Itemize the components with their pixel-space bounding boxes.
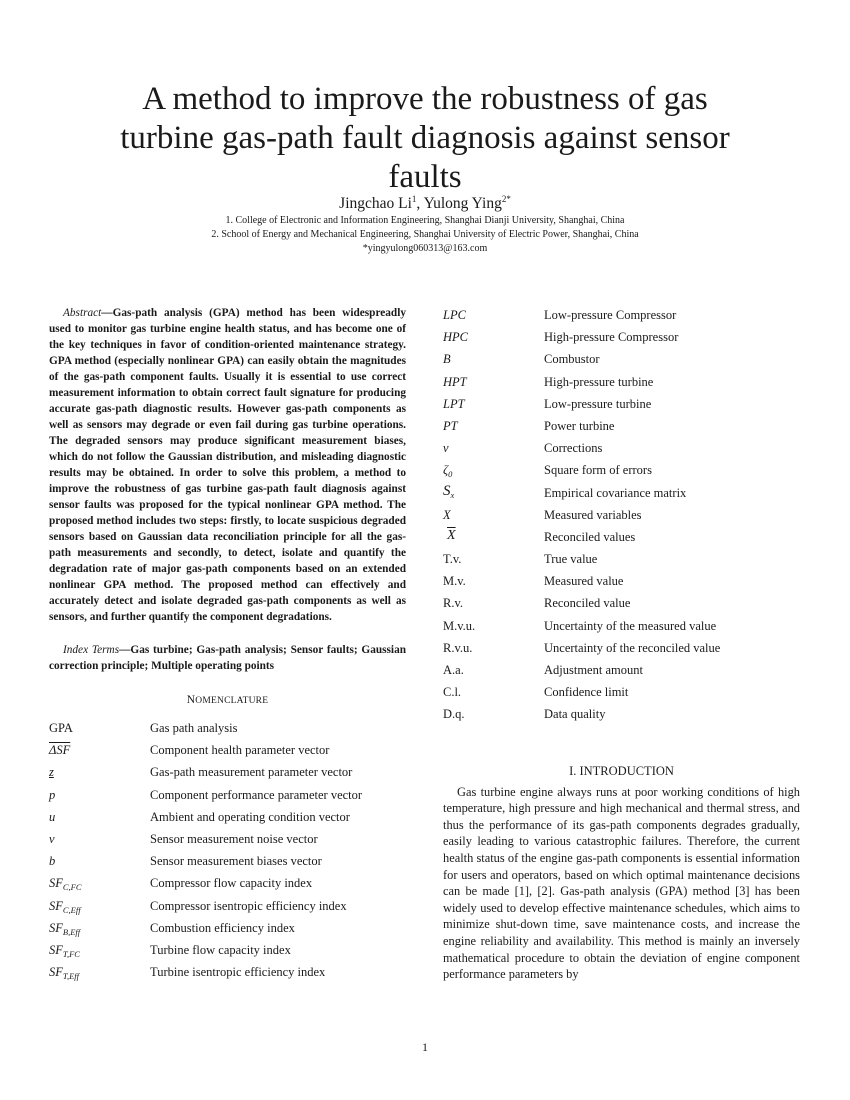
author-1-affil-mark: 1 xyxy=(411,194,417,204)
nomenclature-row xyxy=(443,372,800,394)
nom-symbol: v xyxy=(49,831,55,846)
nomenclature-row xyxy=(49,829,406,851)
nomenclature-row xyxy=(49,762,406,784)
nom-symbol: D.q. xyxy=(443,707,465,722)
nom-symbol: $SF_{B,Eff}$ xyxy=(49,920,81,937)
nom-definition: Turbine isentropic efficiency index xyxy=(150,965,326,980)
nomenclature-row xyxy=(443,616,800,638)
nom-definition: High-pressure turbine xyxy=(544,374,654,389)
nom-definition: Reconciled values xyxy=(544,529,636,544)
nom-definition: Confidence limit xyxy=(544,685,629,700)
nom-symbol: A.a. xyxy=(443,663,464,677)
nom-symbol: $SF_{C,FC}$ xyxy=(49,876,82,893)
introduction-heading: I. INTRODUCTION xyxy=(569,763,674,778)
nomenclature-row xyxy=(443,527,800,549)
nomenclature-row xyxy=(49,807,406,829)
nomenclature-row xyxy=(49,940,406,962)
nom-definition: Component performance parameter vector xyxy=(150,787,363,802)
nom-symbol: M.v.u. xyxy=(443,618,476,633)
nom-definition: Gas-path measurement parameter vector xyxy=(150,765,353,780)
nom-definition: Corrections xyxy=(544,441,603,456)
nom-symbol: z xyxy=(49,765,54,780)
corresponding-email: *yingyulong060313@163.com xyxy=(362,243,488,254)
nom-symbol: B xyxy=(443,352,451,367)
nomenclature-row xyxy=(443,438,800,460)
nomenclature-row xyxy=(443,505,800,527)
nom-symbol: b xyxy=(49,854,56,869)
nom-definition: Square form of errors xyxy=(544,463,652,478)
nomenclature-row xyxy=(49,740,406,762)
nom-definition: Uncertainty of the measured value xyxy=(544,618,717,633)
nom-definition: Sensor measurement biases vector xyxy=(150,854,322,869)
affiliation-1: 1. College of Electronic and Information Engineering, Shanghai Dianji University, Shanghai, China xyxy=(225,215,625,226)
nom-symbol: $\zeta_0$ xyxy=(443,463,453,480)
author-line xyxy=(0,194,850,213)
nomenclature-row xyxy=(443,593,800,615)
nom-definition: Component health parameter vector xyxy=(150,743,330,758)
nomenclature-row xyxy=(443,704,800,726)
left-column xyxy=(49,305,406,984)
abstract-text: —Gas-path analysis (GPA) method has been widespreadly used to monitor gas turbine engine health status, and has become one of the key techniques in favor of condition-oriented maintenance strategy. GPA method (especially nonlinear GPA) can easily obtain the magnitudes of the gas-path component faults. Usually it is essential to use correct measurement information to obtain correct fault signature for producing accurate gas-path diagnostic results. However gas-path components as well as sensors may degrade or even fail during gas turbine operations. The degraded sensors may produce significant measurement biases, which do not follow the Gaussian distribution, and misleading diagnostic results may be obtained. In order to solve this problem, a method to improve the robustness of gas turbine gas-path fault diagnosis against sensor faults was proposed for the typical nonlinear GPA method. The proposed method includes two steps: firstly, to locate suspicious degraded sensors based on Gaussian data reconciliation principle for all the gas-path measurements and secondly, to detect, isolate and quantify the degradation rate of major gas-path components based on an extended nonlinear GPA method. The proposed method can effectively and accurately detect and isolate degraded gas-path components as well as sensors, and further quantify the component degradations. xyxy=(49,307,406,623)
nom-symbol: X xyxy=(443,507,451,522)
nomenclature-row xyxy=(49,896,406,918)
nom-definition: True value xyxy=(544,552,598,567)
nomenclature-row xyxy=(443,549,800,571)
nomenclature-row xyxy=(443,305,800,327)
author-separator: , xyxy=(416,195,424,212)
nom-symbol: HPC xyxy=(443,330,468,345)
nomenclature-row xyxy=(443,349,800,371)
nom-symbol: $\overline{X}$ xyxy=(447,527,456,543)
nomenclature-row xyxy=(443,416,800,438)
nomenclature-row xyxy=(49,873,406,895)
nom-symbol: $SF_{T,FC}$ xyxy=(49,942,80,959)
nom-definition: Empirical covariance matrix xyxy=(544,485,687,500)
index-terms-label: Index Terms xyxy=(63,644,120,656)
nom-symbol: $S_x$ xyxy=(443,482,455,500)
introduction-text: Gas turbine engine always runs at poor working conditions of high temperature, high pressure and high mechanical and thermal stress, and thus the performance of its gas-path components degrades gradually, easily leading to various catastrophic failures. Therefore, the current health status of the engine gas-path components is essential information for users and operators, based on which optimal maintenance decisions can be made [1], [2]. Gas-path analysis (GPA) method [3] has been widely used to develop effective maintenance schedules, which aims to minimize shut-down time, save maintenance costs, and increase the engine reliability and availability. This method is mainly an inversely mathematical procedure to obtain the deviation of engine component performance parameters by xyxy=(443,784,800,982)
nomenclature-row xyxy=(49,851,406,873)
nom-definition: Uncertainty of the reconciled value xyxy=(544,640,721,655)
abstract-label: Abstract xyxy=(63,307,102,319)
nom-symbol: C.l. xyxy=(443,685,462,700)
nomenclature-row xyxy=(443,483,800,505)
nom-definition: Data quality xyxy=(544,707,606,722)
nomenclature-row xyxy=(443,638,800,660)
nomenclature-row xyxy=(443,571,800,593)
nom-symbol: HPT xyxy=(443,374,467,389)
nomenclature-left xyxy=(49,718,406,984)
nom-definition: Low-pressure Compressor xyxy=(544,308,677,322)
nom-symbol: LPT xyxy=(443,396,465,411)
page-number: 1 xyxy=(422,1040,428,1054)
nom-symbol: $SF_{C,Eff}$ xyxy=(49,898,81,915)
nom-definition: Compressor isentropic efficiency index xyxy=(150,898,347,913)
nom-definition: Power turbine xyxy=(544,418,615,433)
nomenclature-row xyxy=(49,718,406,740)
nom-symbol: ν xyxy=(443,441,449,456)
nom-symbol: PT xyxy=(443,418,458,433)
nom-definition: Measured value xyxy=(544,574,624,589)
right-column xyxy=(443,305,800,983)
abstract xyxy=(49,305,406,625)
nom-definition: Measured variables xyxy=(544,507,642,522)
index-terms-text: —Gas turbine; Gas-path analysis; Sensor faults; Gaussian correction principle; Multiple operating points xyxy=(49,644,406,672)
nom-definition: High-pressure Compressor xyxy=(544,330,679,345)
nomenclature-row xyxy=(49,962,406,984)
affiliation-2: 2. School of Energy and Mechanical Engineering, Shanghai University of Electric Power, Shanghai, China xyxy=(211,229,639,240)
nom-definition: Gas path analysis xyxy=(150,721,238,735)
nom-symbol: R.v. xyxy=(443,596,464,611)
nom-symbol: LPC xyxy=(443,308,466,322)
nom-symbol: p xyxy=(49,787,56,802)
nom-definition: Sensor measurement noise vector xyxy=(150,831,318,846)
nom-definition: Turbine flow capacity index xyxy=(150,942,291,957)
nomenclature-row xyxy=(443,682,800,704)
nom-definition: Ambient and operating condition vector xyxy=(150,809,350,824)
index-terms xyxy=(49,642,406,674)
nomenclature-row xyxy=(443,460,800,482)
nom-definition: Adjustment amount xyxy=(544,663,643,677)
nom-symbol: T.v. xyxy=(443,552,462,567)
nomenclature-heading: NOMENCLATURE xyxy=(186,694,269,706)
nom-definition: Low-pressure turbine xyxy=(544,396,652,411)
nomenclature-row xyxy=(49,785,406,807)
nom-definition: Compressor flow capacity index xyxy=(150,876,313,891)
author-1: Jingchao Li xyxy=(339,195,412,212)
nom-definition: Combustor xyxy=(544,352,600,367)
author-2: Yulong Ying xyxy=(423,195,502,212)
nomenclature-right xyxy=(443,305,800,727)
nom-symbol: $SF_{T,Eff}$ xyxy=(49,965,80,982)
nomenclature-row xyxy=(49,918,406,940)
nom-symbol: $\overline{\Delta SF}$ xyxy=(49,743,71,758)
nomenclature-row xyxy=(443,660,800,682)
nomenclature-row xyxy=(443,394,800,416)
nom-definition: Combustion efficiency index xyxy=(150,920,295,935)
nom-definition: Reconciled value xyxy=(544,596,631,611)
nom-symbol: u xyxy=(49,809,56,824)
nom-symbol: R.v.u. xyxy=(443,640,473,655)
nom-symbol: M.v. xyxy=(443,574,466,589)
paper-title: A method to improve the robustness of gas turbine gas-path fault diagnosis against sensor faults xyxy=(120,81,730,195)
nom-symbol: GPA xyxy=(49,721,73,735)
author-2-affil-mark: 2* xyxy=(501,194,511,204)
nomenclature-row xyxy=(443,327,800,349)
